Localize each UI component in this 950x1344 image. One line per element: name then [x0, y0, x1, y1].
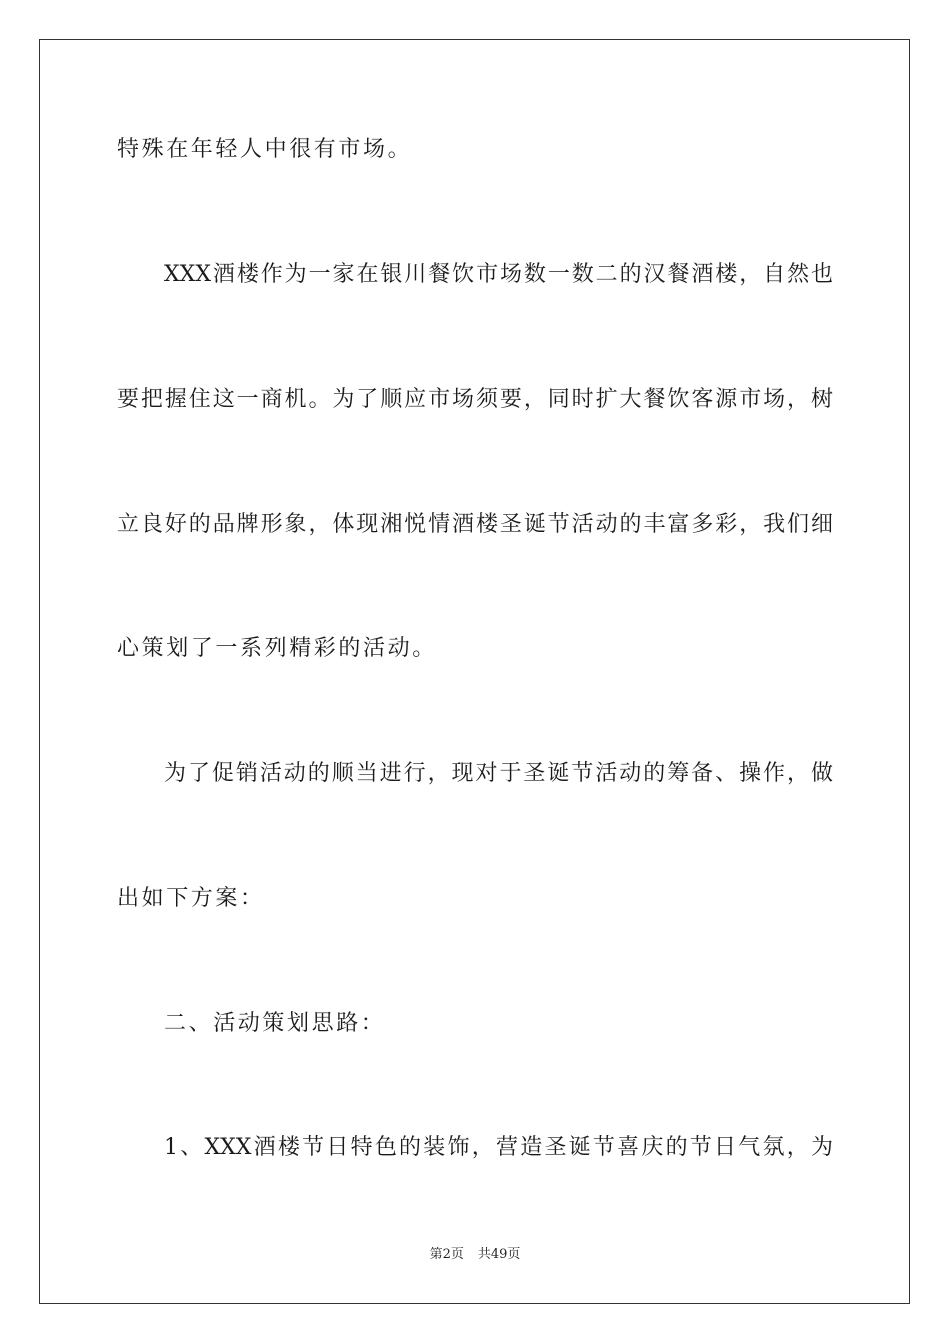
page-footer: [0, 1246, 950, 1264]
page-number: 第2页: [429, 1247, 464, 1262]
paragraph-line-5: 心策划了一系列精彩的活动。: [117, 636, 437, 661]
section-heading: 二、活动策划思路：: [164, 1011, 386, 1036]
paragraph-line-4: 立良好的品牌形象，体现湘悦情酒楼圣诞节活动的丰富多彩，我们细: [117, 512, 833, 537]
page-total: 共49页: [477, 1247, 521, 1262]
paragraph-line-3: 要把握住这一商机。为了顺应市场须要，同时扩大餐饮客源市场，树: [117, 387, 833, 412]
page-border: [39, 39, 910, 1304]
paragraph-line-1: 特殊在年轻人中很有市场。: [117, 137, 413, 162]
paragraph-line-2: XXX酒楼作为一家在银川餐饮市场数一数二的汉餐酒楼，自然也: [164, 262, 833, 287]
paragraph-line-9: 1、XXX酒楼节日特色的装饰，营造圣诞节喜庆的节日气氛，为: [164, 1135, 833, 1160]
paragraph-line-7: 出如下方案：: [117, 886, 265, 911]
paragraph-line-6: 为了促销活动的顺当进行，现对于圣诞节活动的筹备、操作，做: [164, 761, 833, 786]
